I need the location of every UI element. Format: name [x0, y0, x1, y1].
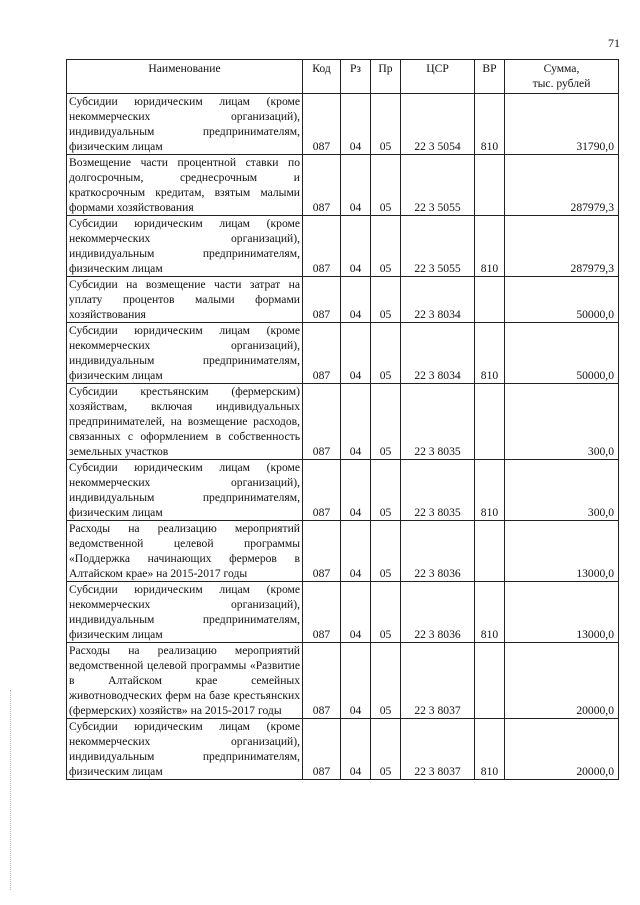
cell-sum: 13000,0 [505, 582, 619, 643]
cell-csr: 22 3 8034 [401, 277, 475, 323]
table-body [67, 94, 619, 780]
cell-csr: 22 3 5054 [401, 94, 475, 155]
table-row [67, 582, 619, 643]
cell-name: Субсидии юридическим лицам (кроме некоммерческих организаций), индивидуальным предпринимателям, физическим лицам [67, 216, 303, 277]
cell-name: Субсидии крестьянским (фермерским) хозяйствам, включая индивидуальных предпринимателей, на возмещение расходов, связанных с оформлением в собственность земельных участков [67, 384, 303, 460]
cell-vr: 810 [475, 582, 505, 643]
cell-pr: 05 [371, 94, 401, 155]
cell-pr: 05 [371, 155, 401, 216]
cell-vr [475, 277, 505, 323]
cell-csr: 22 3 8036 [401, 521, 475, 582]
cell-rz: 04 [341, 643, 371, 719]
cell-pr: 05 [371, 460, 401, 521]
cell-sum: 20000,0 [505, 643, 619, 719]
cell-vr: 810 [475, 216, 505, 277]
table-row [67, 521, 619, 582]
cell-rz: 04 [341, 582, 371, 643]
header-row [67, 60, 619, 94]
cell-rz: 04 [341, 155, 371, 216]
cell-sum: 287979,3 [505, 155, 619, 216]
cell-csr: 22 3 5055 [401, 155, 475, 216]
header-kod: Код [303, 60, 341, 94]
cell-pr: 05 [371, 643, 401, 719]
cell-kod: 087 [303, 155, 341, 216]
cell-kod: 087 [303, 94, 341, 155]
header-sum: Сумма, тыс. рублей [505, 60, 619, 94]
cell-sum: 31790,0 [505, 94, 619, 155]
cell-rz: 04 [341, 323, 371, 384]
cell-vr: 810 [475, 323, 505, 384]
cell-csr: 22 3 8037 [401, 643, 475, 719]
cell-name: Субсидии юридическим лицам (кроме некоммерческих организаций), индивидуальным предпринимателям, физическим лицам [67, 323, 303, 384]
cell-vr: 810 [475, 719, 505, 780]
cell-vr: 810 [475, 94, 505, 155]
table-row [67, 323, 619, 384]
cell-csr: 22 3 8035 [401, 460, 475, 521]
cell-sum: 300,0 [505, 460, 619, 521]
cell-csr: 22 3 8037 [401, 719, 475, 780]
cell-vr: 810 [475, 460, 505, 521]
cell-kod: 087 [303, 384, 341, 460]
margin-dots [10, 690, 13, 890]
cell-pr: 05 [371, 216, 401, 277]
table-header [67, 60, 619, 94]
cell-sum: 13000,0 [505, 521, 619, 582]
cell-name: Расходы на реализацию мероприятий ведомственной целевой программы «Поддержка начинающих фермеров в Алтайском крае» на 2015-2017 годы [67, 521, 303, 582]
cell-vr [475, 643, 505, 719]
cell-rz: 04 [341, 216, 371, 277]
cell-rz: 04 [341, 719, 371, 780]
cell-csr: 22 3 5055 [401, 216, 475, 277]
cell-pr: 05 [371, 323, 401, 384]
cell-name: Субсидии юридическим лицам (кроме некоммерческих организаций), индивидуальным предпринимателям, физическим лицам [67, 94, 303, 155]
table-row [67, 460, 619, 521]
cell-vr [475, 155, 505, 216]
cell-rz: 04 [341, 521, 371, 582]
cell-sum: 300,0 [505, 384, 619, 460]
header-name: Наименование [67, 60, 303, 94]
cell-csr: 22 3 8034 [401, 323, 475, 384]
cell-sum: 20000,0 [505, 719, 619, 780]
cell-rz: 04 [341, 384, 371, 460]
cell-name: Субсидии юридическим лицам (кроме некоммерческих организаций), индивидуальным предпринимателям, физическим лицам [67, 460, 303, 521]
cell-csr: 22 3 8035 [401, 384, 475, 460]
cell-name: Субсидии юридическим лицам (кроме некоммерческих организаций), индивидуальным предпринимателям, физическим лицам [67, 582, 303, 643]
cell-vr [475, 384, 505, 460]
budget-table [66, 59, 619, 780]
cell-pr: 05 [371, 277, 401, 323]
cell-rz: 04 [341, 277, 371, 323]
cell-pr: 05 [371, 582, 401, 643]
cell-pr: 05 [371, 521, 401, 582]
header-pr: Пр [371, 60, 401, 94]
header-csr: ЦСР [401, 60, 475, 94]
cell-csr: 22 3 8036 [401, 582, 475, 643]
table-row [67, 643, 619, 719]
cell-kod: 087 [303, 521, 341, 582]
header-vr: ВР [475, 60, 505, 94]
page-number: 71 [608, 36, 620, 50]
table-row [67, 216, 619, 277]
table-row [67, 719, 619, 780]
cell-vr [475, 521, 505, 582]
cell-kod: 087 [303, 460, 341, 521]
header-rz: Рз [341, 60, 371, 94]
cell-kod: 087 [303, 216, 341, 277]
cell-rz: 04 [341, 94, 371, 155]
cell-kod: 087 [303, 719, 341, 780]
cell-name: Возмещение части процентной ставки по долгосрочным, среднесрочным и краткосрочным кредитам, взятым малыми формами хозяйствования [67, 155, 303, 216]
cell-rz: 04 [341, 460, 371, 521]
cell-sum: 50000,0 [505, 323, 619, 384]
table-row [67, 155, 619, 216]
cell-sum: 50000,0 [505, 277, 619, 323]
cell-pr: 05 [371, 719, 401, 780]
cell-sum: 287979,3 [505, 216, 619, 277]
cell-kod: 087 [303, 323, 341, 384]
table-row [67, 94, 619, 155]
cell-kod: 087 [303, 582, 341, 643]
table-row [67, 277, 619, 323]
cell-kod: 087 [303, 277, 341, 323]
table-row [67, 384, 619, 460]
cell-name: Субсидии юридическим лицам (кроме некоммерческих организаций), индивидуальным предпринимателям, физическим лицам [67, 719, 303, 780]
cell-pr: 05 [371, 384, 401, 460]
cell-name: Субсидии на возмещение части затрат на уплату процентов малыми формами хозяйствования [67, 277, 303, 323]
cell-name: Расходы на реализацию мероприятий ведомственной целевой программы «Развитие в Алтайском крае семейных животноводческих ферм на базе крестьянских (фермерских) хозяйств» на 2015-2017 годы [67, 643, 303, 719]
cell-kod: 087 [303, 643, 341, 719]
